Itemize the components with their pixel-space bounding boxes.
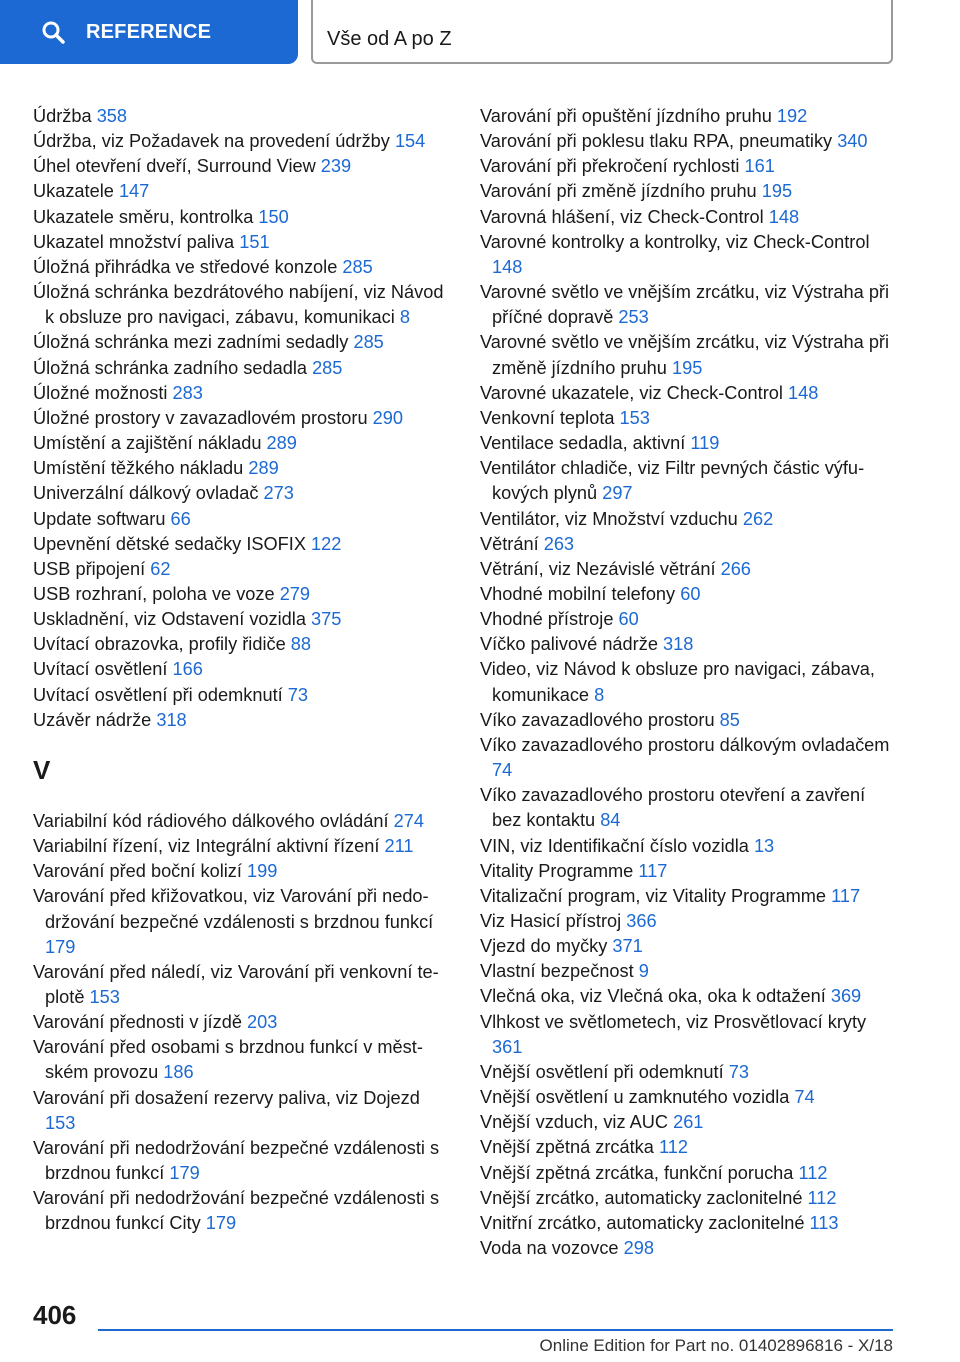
- page-link[interactable]: 192: [776, 106, 808, 126]
- page-link[interactable]: 113: [809, 1212, 839, 1233]
- page-link[interactable]: 151: [239, 231, 270, 252]
- page-link[interactable]: 9: [638, 961, 649, 982]
- page-link[interactable]: 179: [205, 1213, 237, 1234]
- index-entry: [480, 1186, 892, 1211]
- page-link[interactable]: 117: [638, 860, 668, 881]
- entry-text: Ventilátor, viz Množství vzduchu: [480, 508, 743, 529]
- index-entry: [480, 1085, 892, 1110]
- page-link[interactable]: 66: [170, 508, 191, 529]
- entry-text: Uvítací obrazovka, profily řidiče: [33, 634, 291, 655]
- entry-text: Umístění a zajištění nákladu: [33, 433, 267, 454]
- index-entry: [480, 205, 892, 230]
- page-link[interactable]: 211: [384, 836, 414, 857]
- page-link[interactable]: 285: [312, 357, 343, 378]
- entry-text: VIN, viz Identifikační číslo vozidla: [480, 835, 754, 856]
- page-link[interactable]: 371: [612, 936, 643, 957]
- entry-text: Update softwaru: [33, 508, 171, 529]
- page-link[interactable]: 285: [342, 256, 373, 277]
- index-column-left: [33, 104, 448, 1237]
- entry-text: Vnější vzduch, viz AUC: [480, 1112, 674, 1133]
- index-entry: [480, 507, 892, 532]
- entry-text: Vhodné přístroje: [480, 609, 619, 630]
- entry-text: Ukazatele směru, kontrolka: [33, 206, 259, 227]
- entry-text: Víko zavazadlového prostoru otevření a zavření bez kontaktu: [480, 785, 866, 831]
- index-entry: [480, 456, 892, 506]
- entry-text: Údržba: [33, 106, 97, 126]
- index-entry: [33, 104, 448, 129]
- index-entry: [33, 280, 448, 330]
- index-entry: [480, 129, 892, 154]
- entry-text: Uvítací osvětlení: [33, 659, 173, 680]
- page-link[interactable]: 13: [753, 835, 775, 856]
- index-entry: [33, 1035, 448, 1085]
- index-entry: [33, 179, 448, 204]
- index-entry: [33, 582, 448, 607]
- page-link[interactable]: 119: [690, 433, 720, 454]
- entry-text: Vnější osvětlení u zamknutého vozidla: [480, 1087, 795, 1108]
- index-entry: [33, 632, 448, 657]
- index-entry: [480, 154, 892, 179]
- page-link[interactable]: 88: [290, 634, 311, 655]
- index-entry: [33, 230, 448, 255]
- index-entry: [33, 481, 448, 506]
- entry-text: Varovné světlo ve vnějším zrcátku, viz Výstraha při změně jízdního pruhu: [480, 332, 890, 378]
- page-link[interactable]: 285: [353, 332, 384, 353]
- page-link[interactable]: 298: [623, 1238, 654, 1259]
- page-link[interactable]: 112: [798, 1162, 828, 1183]
- index-entry: [480, 1110, 892, 1135]
- page-link[interactable]: 263: [543, 533, 575, 554]
- page-link[interactable]: 289: [248, 458, 279, 479]
- index-entry: [480, 607, 892, 632]
- breadcrumb: [311, 0, 893, 64]
- index-entry: [480, 1236, 892, 1261]
- index-entry: [480, 381, 892, 406]
- page-link[interactable]: 60: [680, 583, 701, 604]
- entry-text: Vlhkost ve světlometech, viz Prosvětlovací kryty: [480, 1011, 867, 1032]
- page-link[interactable]: 74: [492, 760, 513, 781]
- entry-text: Vjezd do myčky: [480, 936, 613, 957]
- entry-text: Úložné prostory v zavazadlovém prostoru: [33, 407, 373, 428]
- entry-text: Vitality Programme: [480, 860, 639, 881]
- index-entry: [33, 1086, 448, 1136]
- entry-text: Vitalizační program, viz Vitality Programme: [480, 885, 832, 906]
- page-link[interactable]: 112: [807, 1187, 837, 1208]
- page-link[interactable]: 148: [787, 382, 819, 403]
- page-link[interactable]: 85: [719, 709, 740, 730]
- entry-text: Víko zavazadlového prostoru dálkovým ovladačem: [480, 734, 890, 755]
- entry-text: Varování před křižovatkou, viz Varování při nedodržování bezpečné vzdálenosti s brzdnou funkcí: [33, 886, 434, 932]
- entry-text: Varovné kontrolky a kontrolky, viz Check-Control: [480, 231, 870, 252]
- entry-text: Vnější osvětlení při odemknutí: [480, 1061, 729, 1082]
- page-link[interactable]: 166: [172, 659, 203, 680]
- entry-text: Voda na vozovce: [480, 1238, 624, 1259]
- entry-text: Víčko palivové nádrže: [480, 634, 663, 655]
- page-link[interactable]: 340: [837, 131, 868, 152]
- page-link[interactable]: 179: [45, 936, 76, 957]
- index-entry: [33, 129, 448, 154]
- page-link[interactable]: 358: [96, 106, 128, 126]
- entry-text: Varování při opuštění jízdního pruhu: [480, 106, 777, 126]
- page-link[interactable]: 290: [372, 407, 404, 428]
- entry-text: Varování při změně jízdního pruhu: [480, 181, 762, 202]
- index-entry: [480, 1161, 892, 1186]
- section-letter-v: V: [33, 754, 51, 785]
- index-entry: [480, 1135, 892, 1160]
- page-link[interactable]: 60: [618, 609, 639, 630]
- reference-label: REFERENCE: [86, 20, 212, 43]
- entry-text: Vlečná oka, viz Vlečná oka, oka k odtažení: [480, 986, 831, 1007]
- index-entry: [480, 934, 892, 959]
- page-link[interactable]: 199: [247, 861, 278, 882]
- index-entry: [33, 683, 448, 708]
- page-link[interactable]: 73: [728, 1061, 749, 1082]
- entry-text: Větrání: [480, 533, 544, 554]
- page-link[interactable]: 283: [172, 382, 203, 403]
- index-entry: [480, 733, 892, 783]
- index-entry: [480, 582, 892, 607]
- entry-text: Úložné možnosti: [33, 382, 173, 403]
- index-entry: [33, 708, 448, 733]
- index-entry: [480, 632, 892, 657]
- index-column-right: [480, 104, 892, 1261]
- entry-text: Viz Hasicí přístroj: [480, 911, 627, 931]
- index-entry: [480, 431, 892, 456]
- entry-text: Vnitřní zrcátko, automaticky zaclonitelné: [480, 1212, 810, 1233]
- page-link[interactable]: 297: [602, 483, 633, 504]
- page-link[interactable]: 375: [311, 609, 342, 630]
- entry-text: Vnější zpětná zrcátka: [480, 1137, 659, 1158]
- index-entry: [33, 532, 448, 557]
- entry-text: Ukazatel množství paliva: [33, 231, 240, 252]
- page-link[interactable]: 153: [619, 407, 650, 428]
- index-list-v: [33, 809, 448, 1237]
- page-link[interactable]: 274: [393, 810, 424, 831]
- index-entry: [480, 708, 892, 733]
- page-link[interactable]: 84: [600, 810, 621, 831]
- index-entry: [33, 960, 448, 1010]
- entry-text: USB rozhraní, poloha ve voze: [33, 583, 280, 604]
- page-link[interactable]: 148: [492, 256, 523, 277]
- index-entry: [33, 507, 448, 532]
- entry-text: Varování před osobami s brzdnou funkcí v městském provozu: [33, 1037, 423, 1083]
- index-entry: [33, 205, 448, 230]
- index-entry: [33, 255, 448, 280]
- index-entry: [33, 607, 448, 632]
- entry-text: Variabilní řízení, viz Integrální aktivní řízení: [33, 836, 385, 857]
- index-entry: [33, 809, 448, 834]
- index-entry: [480, 834, 892, 859]
- entry-text: Údržba, viz Požadavek na provedení údržby: [33, 131, 395, 152]
- page-link[interactable]: 195: [671, 357, 703, 378]
- page-link[interactable]: 261: [673, 1112, 704, 1133]
- index-entry: [480, 984, 892, 1009]
- index-entry: [33, 557, 448, 582]
- page-link[interactable]: 318: [663, 634, 694, 655]
- page-number: 406: [33, 1300, 77, 1330]
- entry-text: Video, viz Návod k obsluze pro navigaci, zábava, komunikace: [480, 659, 875, 705]
- page-link[interactable]: 150: [258, 206, 289, 227]
- entry-text: Ventilátor chladiče, viz Filtr pevných částic výfukových plynů: [480, 458, 865, 504]
- entry-text: Úložná schránka mezi zadními sedadly: [33, 332, 354, 353]
- entry-text: Ventilace sedadla, aktivní: [480, 433, 691, 454]
- entry-text: Úložná přihrádka ve středové konzole: [33, 256, 343, 277]
- search-icon: [40, 19, 66, 45]
- index-list-right: [480, 104, 892, 1261]
- page-link[interactable]: 266: [720, 558, 751, 579]
- index-entry: [480, 330, 892, 380]
- page-header: [0, 0, 960, 66]
- page-link[interactable]: 195: [761, 181, 793, 202]
- page-link[interactable]: 239: [320, 156, 352, 177]
- index-entry: [480, 1211, 892, 1236]
- page-link[interactable]: 117: [831, 885, 861, 906]
- entry-text: Úhel otevření dveří, Surround View: [33, 156, 321, 177]
- index-entry: [480, 884, 892, 909]
- page-link[interactable]: 318: [156, 709, 187, 730]
- entry-text: USB připojení: [33, 558, 151, 579]
- index-entry: [480, 859, 892, 884]
- entry-text: Varování při překročení rychlosti: [480, 156, 745, 177]
- entry-text: Upevnění dětské sedačky ISOFIX: [33, 533, 311, 554]
- entry-text: Varování při nedodržování bezpečné vzdálenosti s brzdnou funkcí: [33, 1137, 440, 1184]
- page-link[interactable]: 179: [169, 1163, 200, 1184]
- index-list-u: [33, 104, 448, 733]
- footer-divider: [98, 1329, 893, 1331]
- entry-text: Vhodné mobilní telefony: [480, 583, 681, 604]
- index-entry: [480, 783, 892, 833]
- entry-text: Varování při dosažení rezervy paliva, viz Dojezd: [33, 1087, 420, 1108]
- entry-text: Úložná schránka bezdrátového nabíjení, viz Návod k obsluze pro navigaci, zábavu, komunikaci: [33, 282, 444, 328]
- page-link[interactable]: 8: [594, 684, 605, 705]
- entry-text: Varování při nedodržování bezpečné vzdálenosti s brzdnou funkcí City: [33, 1188, 440, 1234]
- index-entry: [480, 1010, 892, 1060]
- page-link[interactable]: 153: [45, 1112, 76, 1133]
- reference-button[interactable]: [0, 0, 298, 64]
- index-entry: [33, 381, 448, 406]
- entry-text: Varovná hlášení, viz Check-Control: [480, 206, 769, 227]
- index-entry: [480, 557, 892, 582]
- page-link[interactable]: 262: [742, 508, 774, 529]
- page-link[interactable]: 74: [794, 1087, 815, 1108]
- entry-text: Uskladnění, viz Odstavení vozidla: [33, 609, 311, 630]
- index-entry: [480, 1060, 892, 1085]
- index-entry: [480, 657, 892, 707]
- index-entry: [480, 909, 892, 934]
- page-link[interactable]: 273: [263, 483, 294, 504]
- entry-text: Víko zavazadlového prostoru: [480, 709, 720, 730]
- index-entry: [33, 657, 448, 682]
- page-link[interactable]: 148: [768, 206, 800, 227]
- entry-text: Varování před boční kolizí: [33, 861, 247, 882]
- entry-text: Vnější zpětná zrcátka, funkční porucha: [480, 1162, 799, 1183]
- entry-text: Uzávěr nádrže: [33, 709, 157, 730]
- index-entry: [33, 356, 448, 381]
- page-link[interactable]: 361: [492, 1036, 523, 1057]
- entry-text: Vnější zrcátko, automaticky zaclonitelné: [480, 1187, 808, 1208]
- entry-text: Univerzální dálkový ovladač: [33, 483, 264, 504]
- page-link[interactable]: 73: [287, 684, 308, 705]
- page-link[interactable]: 122: [311, 533, 342, 554]
- index-entry: [33, 1136, 448, 1186]
- page-link[interactable]: 279: [279, 583, 311, 604]
- index-entry: [33, 1186, 448, 1236]
- entry-text: Varovné ukazatele, viz Check-Control: [480, 382, 788, 403]
- entry-text: Varování před náledí, viz Varování při venkovní teplotě: [33, 961, 439, 1007]
- index-entry: [480, 104, 892, 129]
- entry-text: Úložná schránka zadního sedadla: [33, 357, 313, 378]
- page-link[interactable]: 186: [163, 1062, 194, 1083]
- index-entry: [33, 456, 448, 481]
- entry-text: Varování při poklesu tlaku RPA, pneumatiky: [480, 131, 838, 152]
- entry-text: Varování přednosti v jízdě: [33, 1012, 247, 1033]
- entry-text: Vlastní bezpečnost: [480, 961, 639, 982]
- page-link[interactable]: 62: [150, 558, 171, 579]
- page-link[interactable]: 253: [618, 307, 649, 328]
- entry-text: Varovné světlo ve vnějším zrcátku, viz Výstraha při příčné dopravě: [480, 282, 890, 328]
- page-link[interactable]: 153: [89, 987, 120, 1007]
- entry-text: Umístění těžkého nákladu: [33, 458, 249, 479]
- page-link[interactable]: 369: [830, 986, 862, 1007]
- page-link[interactable]: 366: [626, 911, 657, 931]
- page-link[interactable]: 8: [399, 307, 410, 328]
- index-entry: [480, 280, 892, 330]
- index-entry: [33, 154, 448, 179]
- index-entry: [33, 859, 448, 884]
- entry-text: Uvítací osvětlení při odemknutí: [33, 684, 288, 705]
- index-entry: [33, 406, 448, 431]
- page-link[interactable]: 112: [658, 1137, 688, 1158]
- page-link[interactable]: 161: [744, 156, 775, 177]
- index-entry: [33, 330, 448, 355]
- index-entry: [480, 179, 892, 204]
- index-entry: [33, 834, 448, 859]
- index-entry: [480, 532, 892, 557]
- index-entry: [480, 230, 892, 280]
- page-link[interactable]: 289: [266, 433, 297, 454]
- index-entry: [480, 959, 892, 984]
- index-entry: [33, 884, 448, 959]
- index-entry: [33, 1010, 448, 1035]
- entry-text: Variabilní kód rádiového dálkového ovládání: [33, 810, 394, 831]
- page-link[interactable]: 147: [118, 181, 150, 202]
- index-entry: [33, 431, 448, 456]
- breadcrumb-text: Vše od A po Z: [327, 28, 452, 50]
- page-link[interactable]: 154: [394, 131, 426, 152]
- index-entry: [480, 406, 892, 431]
- entry-text: Venkovní teplota: [480, 407, 620, 428]
- edition-text: Online Edition for Part no. 01402896816 - X/18: [539, 1336, 893, 1355]
- page-link[interactable]: 203: [247, 1012, 278, 1033]
- entry-text: Ukazatele: [33, 181, 119, 202]
- entry-text: Větrání, viz Nezávislé větrání: [480, 558, 721, 579]
